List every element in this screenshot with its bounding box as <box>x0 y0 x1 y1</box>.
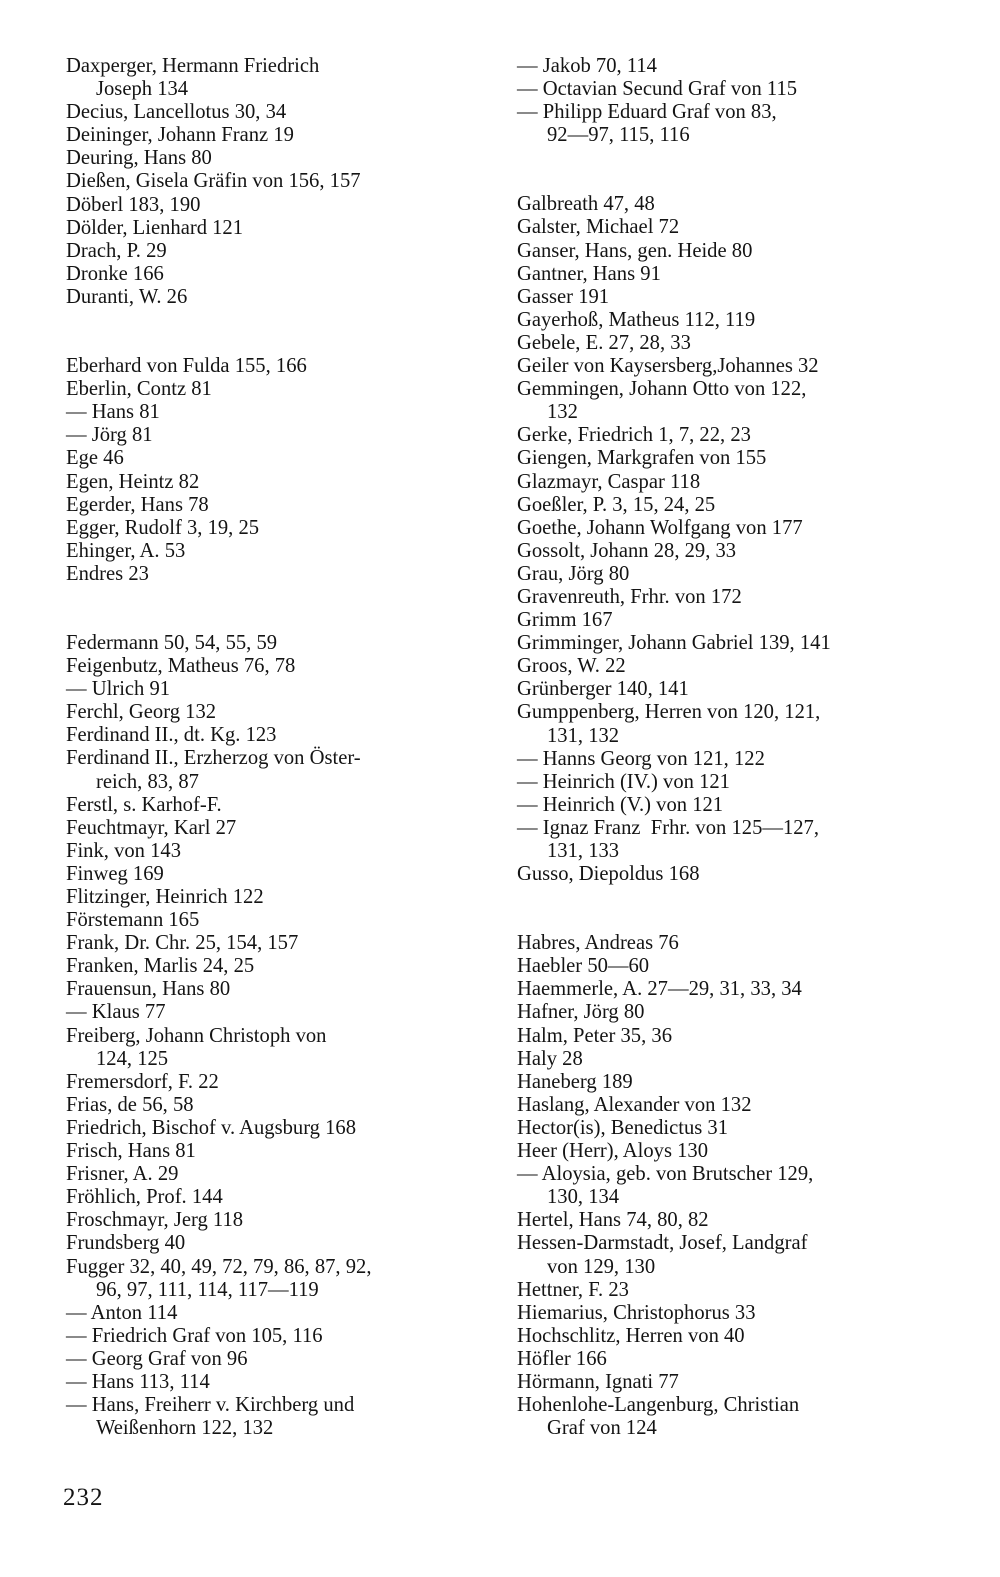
index-entry-line: — Hanns Georg von 121, 122 <box>517 747 765 770</box>
index-entry <box>66 55 486 101</box>
index-entry-line: 132 <box>547 401 578 424</box>
index-entry-line: 96, 97, 111, 114, 117—119 <box>96 1278 319 1301</box>
index-entry <box>517 1001 935 1024</box>
index-entry-line: Höfler 166 <box>517 1347 607 1370</box>
index-entry-line: Gemmingen, Johann Otto von 122, <box>517 378 807 401</box>
index-entry <box>517 193 935 216</box>
index-entry <box>66 101 486 124</box>
index-entry-line: Ferdinand II., Erzherzog von Öster- <box>66 747 361 770</box>
index-entry-line: Grimm 167 <box>517 609 613 632</box>
index-entry-line: Goeßler, P. 3, 15, 24, 25 <box>517 493 716 516</box>
index-entry <box>66 1371 486 1394</box>
index-entry <box>517 1071 935 1094</box>
index-entry-line: — Aloysia, geb. von Brutscher 129, <box>517 1163 814 1186</box>
index-entry-line: Haebler 50—60 <box>517 955 650 978</box>
index-entry <box>517 1279 935 1302</box>
index-entry <box>66 1209 486 1232</box>
index-entry <box>517 1232 935 1278</box>
index-entry <box>517 1094 935 1117</box>
index-entry <box>517 286 935 309</box>
index-entry-line: Heer (Herr), Aloys 130 <box>517 1140 709 1163</box>
index-entry-line: Frundsberg 40 <box>66 1232 186 1255</box>
index-entry-line: Glazmayr, Caspar 118 <box>517 470 701 493</box>
index-entry <box>66 170 486 193</box>
index-entry <box>517 1325 935 1348</box>
index-entry-line: 131, 132 <box>547 724 620 747</box>
index-entry-line: Gerke, Friedrich 1, 7, 22, 23 <box>517 424 751 447</box>
index-entry-line: Goethe, Johann Wolfgang von 177 <box>517 516 803 539</box>
index-entry <box>517 1048 935 1071</box>
index-entry <box>517 771 935 794</box>
index-entry-line: — Georg Graf von 96 <box>66 1347 248 1370</box>
index-entry <box>517 378 935 424</box>
index-entry-line: Döberl 183, 190 <box>66 193 201 216</box>
index-entry <box>66 217 486 240</box>
index-entry <box>66 494 486 517</box>
index-entry-line: Friedrich, Bischof v. Augsburg 168 <box>66 1116 357 1139</box>
index-entry-line: Feuchtmayr, Karl 27 <box>66 816 237 839</box>
index-entry <box>517 1163 935 1209</box>
index-entry-line: Gumppenberg, Herren von 120, 121, <box>517 701 821 724</box>
index-entry-line: Dronke 166 <box>66 262 164 285</box>
index-entry-line: Haneberg 189 <box>517 1070 633 1093</box>
index-entry <box>517 494 935 517</box>
index-entry-line: Geiler von Kaysersberg,Johannes 32 <box>517 355 819 378</box>
index-entry-line: Ganser, Hans, gen. Heide 80 <box>517 239 753 262</box>
index-entry <box>66 424 486 447</box>
index-entry <box>517 1025 935 1048</box>
index-entry <box>66 978 486 1001</box>
index-entry-line: Fugger 32, 40, 49, 72, 79, 86, 87, 92, <box>66 1255 372 1278</box>
index-entry <box>66 240 486 263</box>
index-entry-line: Gossolt, Johann 28, 29, 33 <box>517 539 737 562</box>
index-entry <box>66 1117 486 1140</box>
index-entry <box>517 609 935 632</box>
index-entry-line: — Jakob 70, 114 <box>517 55 657 77</box>
index-entry-line: Halm, Peter 35, 36 <box>517 1024 672 1047</box>
index-entry-line: Frisch, Hans 81 <box>66 1140 196 1163</box>
index-entry <box>66 1140 486 1163</box>
index-entry-line: Egen, Heintz 82 <box>66 470 200 493</box>
index-entry-line: — Jörg 81 <box>66 424 153 447</box>
index-entry <box>66 563 486 586</box>
index-entry <box>66 678 486 701</box>
index-entry-line: Deininger, Johann Franz 19 <box>66 124 294 147</box>
index-entry <box>517 447 935 470</box>
index-entry-line: Hohenlohe-Langenburg, Christian <box>517 1394 800 1417</box>
index-entry <box>66 447 486 470</box>
index-entry-line: Dießen, Gisela Gräfin von 156, 157 <box>66 170 361 193</box>
index-entry <box>517 240 935 263</box>
index-entry-line: 130, 134 <box>547 1186 620 1209</box>
index-entry-line: Ege 46 <box>66 447 124 470</box>
index-entry-line: Franken, Marlis 24, 25 <box>66 955 255 978</box>
index-entry <box>66 194 486 217</box>
index-entry-line: Dölder, Lienhard 121 <box>66 216 244 239</box>
index-entry-line: Grimminger, Johann Gabriel 139, 141 <box>517 632 831 655</box>
index-entry-line: Freiberg, Johann Christoph von <box>66 1024 327 1047</box>
index-entry-line: — Octavian Secund Graf von 115 <box>517 78 798 101</box>
index-entry <box>66 955 486 978</box>
index-entry <box>66 909 486 932</box>
index-entry <box>66 932 486 955</box>
index-entry <box>517 1348 935 1371</box>
index-entry-line: Haslang, Alexander von 132 <box>517 1093 752 1116</box>
index-entry <box>517 794 935 817</box>
index-entry-line: Gravenreuth, Frhr. von 172 <box>517 585 742 608</box>
index-entry <box>66 540 486 563</box>
index-entry <box>517 701 935 747</box>
index-entry-line: — Anton 114 <box>66 1301 178 1324</box>
index-entry-line: Froschmayr, Jerg 118 <box>66 1209 244 1232</box>
index-entry <box>66 1094 486 1117</box>
index-entry <box>517 424 935 447</box>
index-entry-line: — Klaus 77 <box>66 1001 166 1024</box>
index-entry <box>66 1302 486 1325</box>
index-entry-line: Hörmann, Ignati 77 <box>517 1370 679 1393</box>
index-entry-line: Fremersdorf, F. 22 <box>66 1070 219 1093</box>
index-entry <box>66 632 486 655</box>
index-entry-line: 92—97, 115, 116 <box>547 124 690 147</box>
index-entry-line: Hertel, Hans 74, 80, 82 <box>517 1209 709 1232</box>
index-entry-line: Grau, Jörg 80 <box>517 562 630 585</box>
page-number: 232 <box>63 1484 104 1511</box>
index-entry <box>517 55 935 78</box>
index-entry <box>66 840 486 863</box>
index-entry <box>66 817 486 840</box>
index-entry-line: Egerder, Hans 78 <box>66 493 209 516</box>
index-entry <box>66 1394 486 1440</box>
index-entry <box>66 1186 486 1209</box>
index-entry <box>517 355 935 378</box>
index-entry <box>517 1140 935 1163</box>
index-entry-line: Ehinger, A. 53 <box>66 539 186 562</box>
index-entry-line: Joseph 134 <box>96 78 189 101</box>
index-entry-line: — Philipp Eduard Graf von 83, <box>517 101 777 124</box>
index-entry-line: — Ignaz Franz Frhr. von 125—127, <box>517 816 819 839</box>
index-entry <box>517 471 935 494</box>
index-entry-line: Egger, Rudolf 3, 19, 25 <box>66 516 260 539</box>
index-entry-line: Drach, P. 29 <box>66 239 167 262</box>
index-entry <box>517 332 935 355</box>
index-entry-line: — Heinrich (IV.) von 121 <box>517 770 730 793</box>
index-entry <box>517 1209 935 1232</box>
index-entry-line: Galbreath 47, 48 <box>517 193 655 216</box>
index-entry <box>66 1348 486 1371</box>
index-entry <box>66 471 486 494</box>
index-entry <box>66 1025 486 1071</box>
index-entry-line: Ferstl, s. Karhof-F. <box>66 793 222 816</box>
index-entry-line: Frauensun, Hans 80 <box>66 978 231 1001</box>
index-entry <box>66 1232 486 1255</box>
index-entry <box>517 1371 935 1394</box>
index-entry-line: Galster, Michael 72 <box>517 216 680 239</box>
index-entry-line: — Ulrich 91 <box>66 678 171 701</box>
index-entry-line: Hessen-Darmstadt, Josef, Landgraf <box>517 1232 808 1255</box>
index-entry <box>517 955 935 978</box>
index-entry-line: Feigenbutz, Matheus 76, 78 <box>66 655 296 678</box>
index-entry-line: Hochschlitz, Herren von 40 <box>517 1324 745 1347</box>
index-entry <box>66 886 486 909</box>
index-entry-line: 131, 133 <box>547 840 620 862</box>
index-entry <box>517 1394 935 1440</box>
index-entry <box>66 863 486 886</box>
index-entry-line: Haemmerle, A. 27—29, 31, 33, 34 <box>517 978 802 1001</box>
index-entry-line: Giengen, Markgrafen von 155 <box>517 447 767 470</box>
index-entry <box>517 540 935 563</box>
index-entry <box>66 401 486 424</box>
index-entry <box>66 794 486 817</box>
index-entry-line: Gusso, Diepoldus 168 <box>517 863 700 886</box>
index-entry-line: Gayerhoß, Matheus 112, 119 <box>517 308 756 331</box>
index-entry-line: Duranti, W. 26 <box>66 285 188 308</box>
index-entry <box>517 817 935 863</box>
index-entry-line: Eberlin, Contz 81 <box>66 378 212 401</box>
index-entry <box>66 1001 486 1024</box>
index-entry-line: Habres, Andreas 76 <box>517 932 679 955</box>
index-entry <box>66 655 486 678</box>
index-entry-line: Decius, Lancellotus 30, 34 <box>66 101 287 124</box>
index-entry-line: Fröhlich, Prof. 144 <box>66 1186 223 1209</box>
index-entry <box>517 678 935 701</box>
index-entry-line: Hafner, Jörg 80 <box>517 1001 645 1024</box>
index-entry <box>66 517 486 540</box>
index-entry <box>66 1071 486 1094</box>
index-entry-line: — Hans 113, 114 <box>66 1370 210 1393</box>
index-entry-line: Grünberger 140, 141 <box>517 678 689 701</box>
index-entry <box>517 101 935 147</box>
index-entry <box>517 1302 935 1325</box>
index-entry-line: Frisner, A. 29 <box>66 1163 179 1186</box>
index-entry-line: Hettner, F. 23 <box>517 1278 629 1301</box>
index-entry <box>66 1163 486 1186</box>
index-entry <box>66 701 486 724</box>
index-entry-line: — Hans, Freiherr v. Kirchberg und <box>66 1394 355 1417</box>
index-entry-line: Groos, W. 22 <box>517 655 626 678</box>
index-column-left <box>66 55 486 1440</box>
index-entry-line: — Friedrich Graf von 105, 116 <box>66 1324 323 1347</box>
index-entry <box>66 747 486 793</box>
index-entry-line: Ferchl, Georg 132 <box>66 701 217 724</box>
index-entry <box>517 586 935 609</box>
index-entry-line: Graf von 124 <box>547 1417 657 1440</box>
index-entry-line: Hector(is), Benedictus 31 <box>517 1116 729 1139</box>
index-entry <box>517 748 935 771</box>
index-entry-line: Förstemann 165 <box>66 909 200 932</box>
index-entry-line: Federmann 50, 54, 55, 59 <box>66 631 278 654</box>
index-entry-line: Finweg 169 <box>66 862 164 885</box>
index-entry <box>517 932 935 955</box>
index-entry <box>66 286 486 309</box>
index-entry <box>517 863 935 886</box>
index-entry-line: Ferdinand II., dt. Kg. 123 <box>66 724 277 747</box>
index-entry-line: Frias, de 56, 58 <box>66 1093 194 1116</box>
index-entry-line: Daxperger, Hermann Friedrich <box>66 55 320 77</box>
index-entry-line: Deuring, Hans 80 <box>66 147 212 170</box>
index-entry <box>66 263 486 286</box>
index-entry <box>66 724 486 747</box>
index-entry-line: Haly 28 <box>517 1047 583 1070</box>
index-entry <box>66 378 486 401</box>
index-entry-line: 124, 125 <box>96 1047 169 1070</box>
index-entry <box>66 1256 486 1302</box>
index-entry <box>517 263 935 286</box>
index-entry <box>517 655 935 678</box>
index-entry-line: Gasser 191 <box>517 285 610 308</box>
index-entry <box>517 78 935 101</box>
index-entry-line: Flitzinger, Heinrich 122 <box>66 886 264 908</box>
index-entry-line: reich, 83, 87 <box>96 770 199 793</box>
index-entry-line: Gebele, E. 27, 28, 33 <box>517 331 691 354</box>
index-entry <box>66 124 486 147</box>
index-entry-line: — Heinrich (V.) von 121 <box>517 793 724 816</box>
index-entry <box>517 1117 935 1140</box>
index-entry <box>517 517 935 540</box>
index-entry <box>517 309 935 332</box>
index-entry-line: von 129, 130 <box>547 1255 656 1278</box>
index-entry-line: Eberhard von Fulda 155, 166 <box>66 355 307 378</box>
index-entry-line: Endres 23 <box>66 562 149 585</box>
index-entry <box>517 563 935 586</box>
index-entry-line: Fink, von 143 <box>66 839 181 862</box>
index-entry-line: — Hans 81 <box>66 401 160 424</box>
index-entry-line: Weißenhorn 122, 132 <box>96 1417 274 1440</box>
index-entry <box>66 355 486 378</box>
index-entry-line: Frank, Dr. Chr. 25, 154, 157 <box>66 932 299 955</box>
index-entry <box>517 978 935 1001</box>
index-entry <box>517 632 935 655</box>
index-column-right <box>517 55 935 1440</box>
index-entry <box>66 147 486 170</box>
index-entry-line: Gantner, Hans 91 <box>517 262 661 285</box>
index-entry-line: Hiemarius, Christophorus 33 <box>517 1301 756 1324</box>
index-entry <box>66 1325 486 1348</box>
index-entry <box>517 216 935 239</box>
